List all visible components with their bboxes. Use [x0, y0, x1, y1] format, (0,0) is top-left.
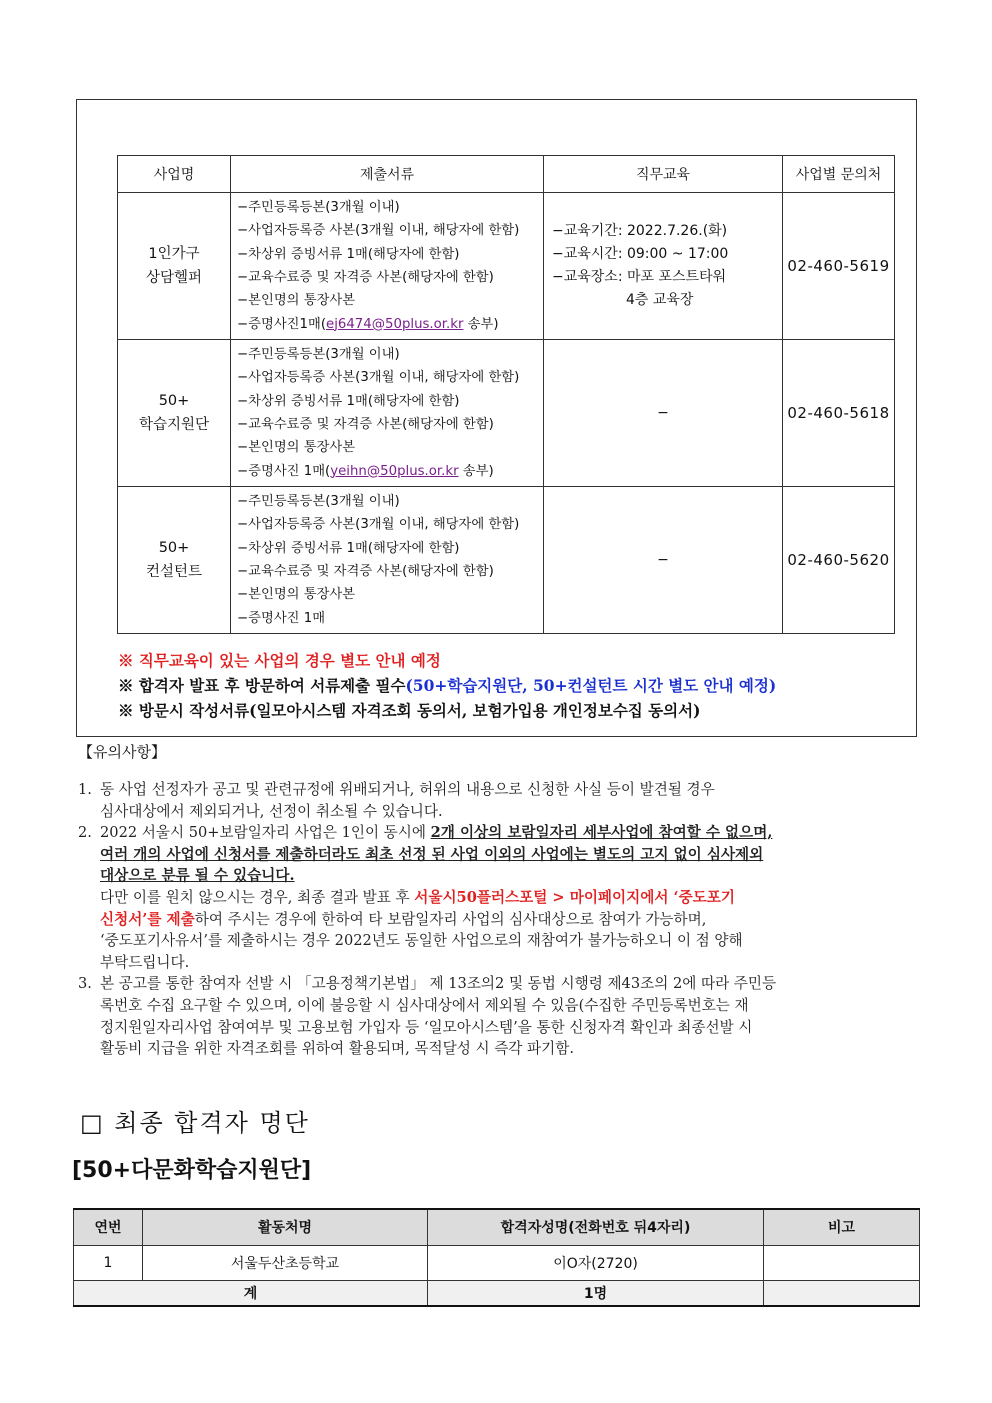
header-passer: 합격자성명(전화번호 뒤4자리) [428, 1209, 764, 1245]
section-title: □ 최종 합격자 명단 [80, 1109, 310, 1137]
table-row [74, 1245, 920, 1280]
total-note [764, 1280, 920, 1306]
caution-line [78, 887, 916, 909]
business-table [117, 155, 895, 634]
document-item: −사업자등록증 사본(3개월 이내, 해당자에 한함) [237, 223, 520, 239]
business-name-line: 상담헬퍼 [145, 270, 203, 286]
training-item: 4층 교육장 [626, 292, 694, 308]
photo-text: −증명사진1매( [237, 316, 327, 332]
document-item: −차상위 증빙서류 1매(해당자에 한함) [237, 246, 460, 262]
caution-line: 활동비 지급을 위한 자격조회를 위하여 활용되며, 목적달성 시 즉각 파기함. [100, 1040, 574, 1058]
training-item: −교육기간: 2022.7.26.(화) [552, 223, 728, 239]
header-note: 비고 [764, 1209, 920, 1245]
row-note [764, 1245, 920, 1280]
caution-emphasis: 여러 개의 사업에 신청서를 제출하더라도 최초 선정 된 사업 이외의 사업에는 별도의 고지 없이 심사제외 [100, 845, 764, 863]
note-submission-text: ※ 합격자 발표 후 방문하여 서류제출 필수 [118, 676, 406, 695]
caution-line: ‘중도포기사유서’를 제출하시는 경우 2022년도 동일한 사업으로의 재참여가 불가능하오니 이 점 양해 [100, 932, 743, 950]
caution-line [78, 822, 916, 844]
caution-item [78, 779, 916, 822]
document-item: −교육수료증 및 자격증 사본(해당자에 한함) [237, 270, 494, 285]
caution-item [78, 822, 916, 973]
document-item: −본인명의 통장사본 [237, 293, 356, 309]
email-link[interactable]: yeihn@50plus.or.kr [330, 463, 459, 479]
training-cell: − [544, 487, 783, 634]
caution-emphasis: 대상으로 분류 될 수 있습니다. [100, 867, 295, 885]
notice-notes [118, 648, 776, 723]
business-name-line: 컨설턴트 [145, 564, 203, 580]
caution-line [78, 973, 916, 995]
caution-text: 하여 주시는 경우에 한하여 타 보람일자리 사업의 심사대상으로 참여가 가능하며, [194, 910, 707, 928]
header-contact: 사업별 문의처 [783, 156, 895, 193]
program-subtitle: [50+다문화학습지원단] [72, 1158, 312, 1183]
table-row [118, 487, 895, 634]
note-submission-schedule: (50+학습지원단, 50+컨설턴트 시간 별도 안내 예정) [405, 676, 777, 695]
document-item [237, 313, 537, 336]
business-name-line: 학습지원단 [138, 417, 210, 433]
document-item: −주민등록등본(3개월 이내) [237, 494, 400, 510]
caution-line [78, 844, 916, 866]
documents-cell [231, 487, 544, 634]
email-link[interactable]: ej6474@50plus.or.kr [326, 316, 464, 332]
training-cell: − [544, 340, 783, 487]
document-item: −차상위 증빙서류 1매(해당자에 한함) [237, 540, 460, 556]
document-item: −증명사진 1매 [237, 610, 326, 626]
caution-line [78, 909, 916, 931]
result-table-header [74, 1209, 920, 1245]
header-number: 연번 [74, 1209, 143, 1245]
caution-line: 정지원일자리사업 참여여부 및 고용보험 가입자 등 ‘일모아시스템’을 통한 신청자격 확인과 최종선발 시 [100, 1018, 753, 1036]
row-passer: 이O자(2720) [428, 1245, 764, 1280]
photo-text: 송부) [458, 463, 494, 479]
note-submission [118, 673, 776, 698]
caution-title: 【유의사항】 [78, 743, 166, 761]
header-training: 직무교육 [544, 156, 783, 193]
contact-phone: 02-460-5620 [783, 487, 895, 634]
caution-number: 1. [78, 781, 92, 798]
document-item: −사업자등록증 사본(3개월 이내, 해당자에 한함) [237, 370, 520, 386]
caution-line: 부탁드립니다. [100, 953, 190, 971]
caution-text: 2022 서울시 50+보람일자리 사업은 1인이 동시에 [100, 824, 431, 842]
caution-item [78, 973, 916, 1059]
portal-path: 서울시50플러스포털 > 마이페이지에서 ‘중도포기 [414, 888, 735, 906]
row-place: 서울두산초등학교 [143, 1245, 428, 1280]
document-item: −본인명의 통장사본 [237, 587, 356, 603]
result-table [73, 1208, 920, 1307]
document-item: −주민등록등본(3개월 이내) [237, 347, 400, 363]
caution-number: 2. [78, 824, 92, 842]
portal-path: 신청서’를 제출 [100, 910, 195, 928]
caution-list [78, 779, 916, 1060]
photo-text: 송부) [463, 316, 499, 332]
caution-text: 다만 이를 원치 않으시는 경우, 최종 결과 발표 후 [100, 888, 415, 906]
caution-line: 록번호 수집 요구할 수 있으며, 이에 불응할 시 심사대상에서 제외될 수 있음(수집한 주민등록번호는 재 [100, 996, 749, 1014]
document-item: −교육수료증 및 자격증 사본(해당자에 한함) [237, 564, 494, 579]
document-item: −주민등록등본(3개월 이내) [237, 200, 400, 216]
total-value: 1명 [428, 1280, 764, 1306]
document-item: −차상위 증빙서류 1매(해당자에 한함) [237, 393, 460, 409]
table-row [118, 193, 895, 340]
documents-cell [231, 193, 544, 340]
business-name [118, 340, 231, 487]
table-row [118, 340, 895, 487]
business-name-line: 1인가구 [148, 246, 200, 262]
business-name-line: 50+ [158, 540, 190, 556]
business-name [118, 487, 231, 634]
total-row [74, 1280, 920, 1306]
business-table-header [118, 156, 895, 193]
header-documents: 제출서류 [231, 156, 544, 193]
caution-text: 동 사업 선정자가 공고 및 관련규정에 위배되거나, 허위의 내용으로 신청한 사실 등이 발견될 경우 [100, 781, 715, 798]
header-business-name: 사업명 [118, 156, 231, 193]
training-item: −교육시간: 09:00 ~ 17:00 [552, 246, 729, 262]
document-item [237, 460, 537, 483]
contact-phone: 02-460-5619 [783, 193, 895, 340]
row-number: 1 [74, 1245, 143, 1280]
business-name [118, 193, 231, 340]
document-item: −사업자등록증 사본(3개월 이내, 해당자에 한함) [237, 517, 520, 533]
note-training: ※ 직무교육이 있는 사업의 경우 별도 안내 예정 [118, 651, 441, 670]
document-item: −본인명의 통장사본 [237, 440, 356, 456]
photo-text: −증명사진 1매( [237, 463, 331, 479]
note-visit-forms: ※ 방문시 작성서류(일모아시스템 자격조회 동의서, 보험가입용 개인정보수집 동의서) [118, 701, 701, 720]
document-item: −교육수료증 및 자격증 사본(해당자에 한함) [237, 417, 494, 432]
caution-emphasis: 2개 이상의 보람일자리 세부사업에 참여할 수 없으며, [430, 824, 773, 842]
training-item: −교육장소: 마포 포스트타워 [552, 269, 727, 285]
caution-line [78, 779, 916, 801]
header-place: 활동처명 [143, 1209, 428, 1245]
caution-text: 본 공고를 통한 참여자 선발 시 「고용정책기본법」 제 13조의2 및 동법 시행령 제43조의 2에 따라 주민등 [100, 975, 777, 993]
contact-phone: 02-460-5618 [783, 340, 895, 487]
documents-cell [231, 340, 544, 487]
caution-line [78, 865, 916, 887]
caution-line: 심사대상에서 제외되거나, 선정이 취소될 수 있습니다. [100, 802, 443, 820]
total-label: 계 [74, 1280, 428, 1306]
training-cell [544, 193, 783, 340]
caution-number: 3. [78, 975, 92, 993]
business-name-line: 50+ [158, 393, 190, 409]
